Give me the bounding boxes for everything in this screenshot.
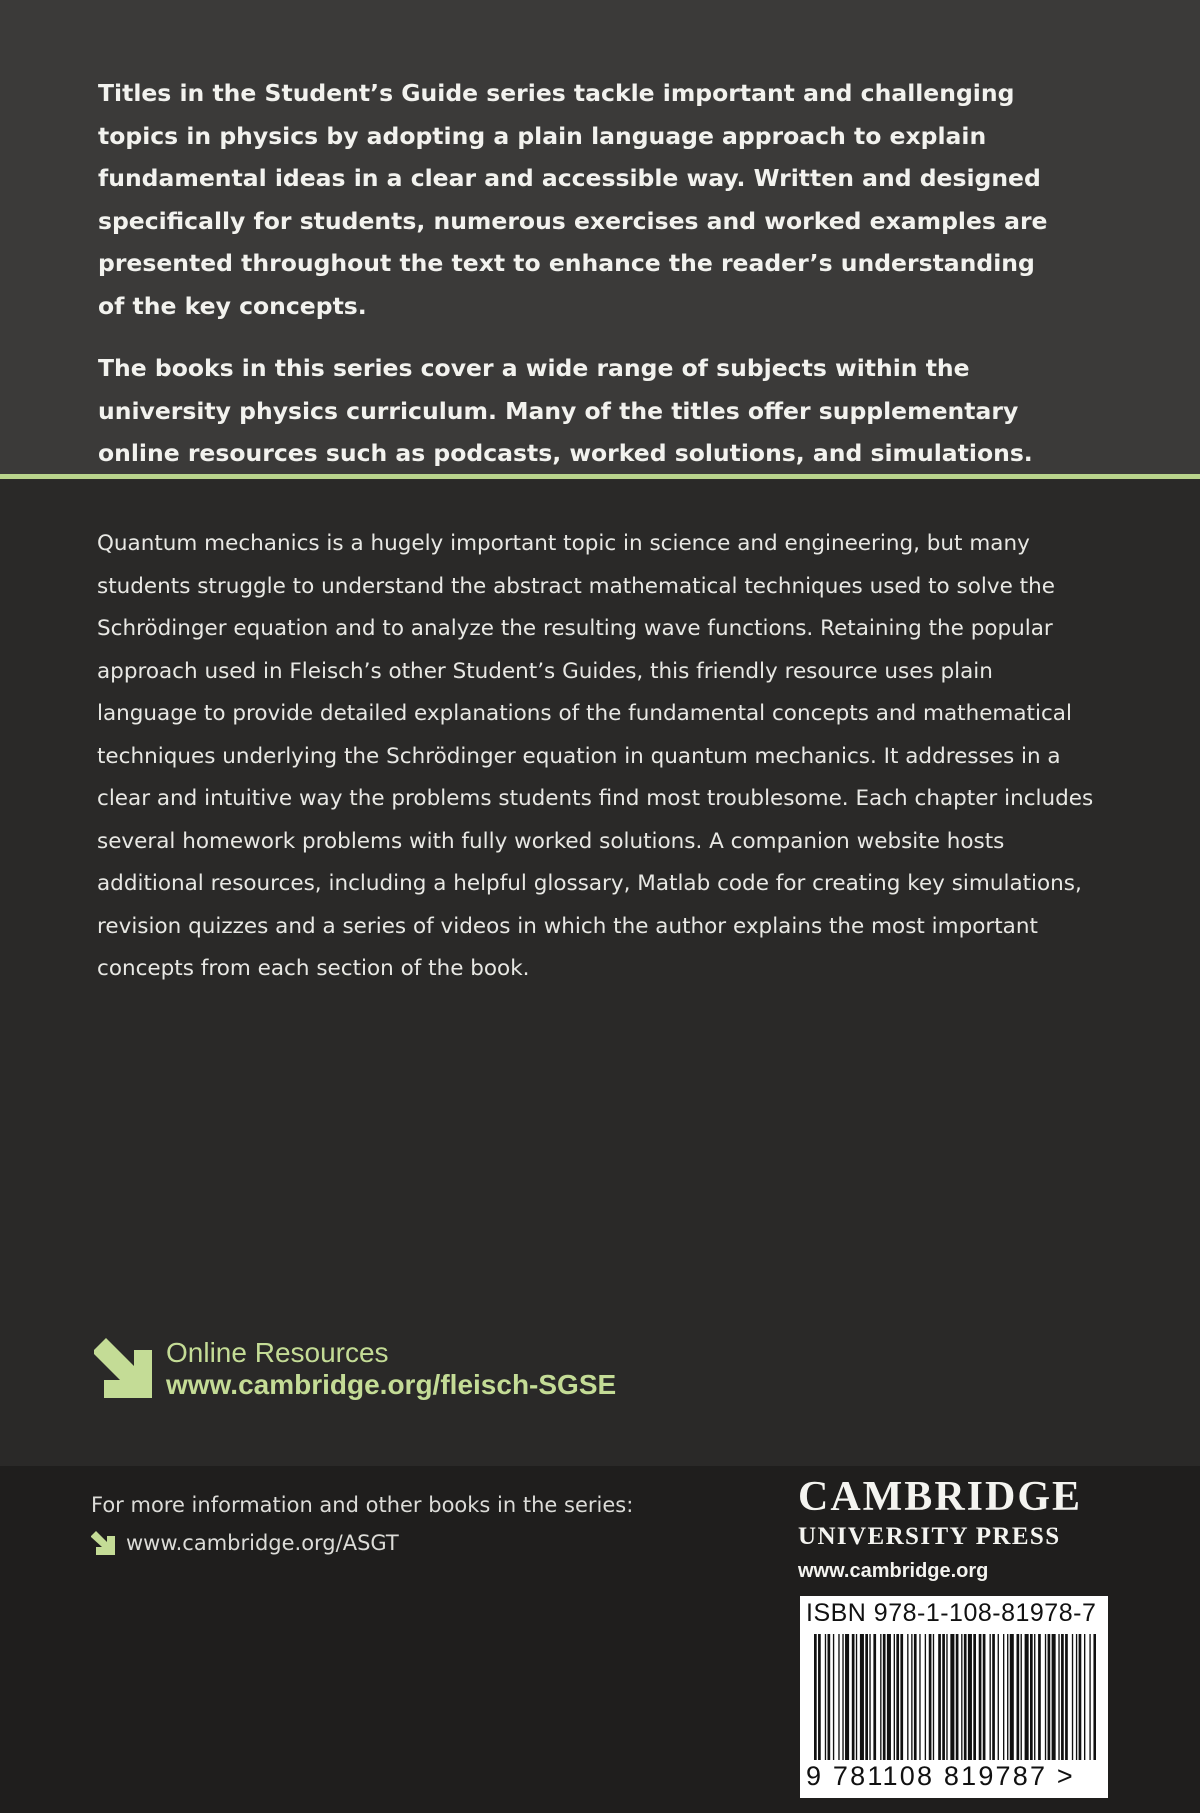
barcode-bar [1030,1634,1033,1760]
online-resources[interactable] [94,1336,734,1404]
barcode-bar [814,1634,817,1760]
barcode-bar [1052,1634,1056,1760]
publisher-logo [798,1472,1108,1586]
barcode-bar [983,1634,986,1760]
publisher-website[interactable]: www.cambridge.org [798,1560,989,1582]
barcode-bar [946,1634,947,1760]
barcode-bar [900,1634,903,1760]
barcode-bar [1089,1634,1090,1760]
barcode-bar [1048,1634,1051,1760]
barcode-bar [828,1634,831,1760]
series-blurb-paragraph-1: Titles in the Student’s Guide series tackle important and challenging topics in physics by adopting a plain language approach to explain fundamental ideas in a clear and accessible way. Written and designed specifically for students, numerous exercises and worked examples are presented throughout the text to enhance the reader’s understanding of the key concepts. [98,79,1048,320]
online-resources-label: Online Resources [166,1337,389,1368]
barcode-bar [1025,1634,1029,1760]
publisher-name: CAMBRIDGE [798,1474,1083,1520]
barcode-bar [942,1634,945,1760]
barcode-bar [865,1634,868,1760]
barcode-bar [956,1634,959,1760]
barcode-bar [1058,1634,1059,1760]
series-url-link[interactable]: www.cambridge.org/ASGT [126,1531,399,1555]
barcode-digits: 9 781108 819787 > [806,1761,1075,1791]
barcode-bar [961,1634,962,1760]
barcode-bar [1045,1634,1046,1760]
more-info-text: For more information and other books in the series: [91,1493,634,1517]
barcode-bar [929,1634,932,1760]
barcode-bar [838,1634,839,1760]
barcode-bar [894,1634,895,1760]
barcode-bar [1079,1634,1082,1760]
barcode-bar [856,1634,857,1760]
barcode-bars [812,1634,1096,1760]
barcode-bar [950,1634,954,1760]
barcode-bar [911,1634,912,1760]
barcode-bar [883,1634,886,1760]
barcode-bar [968,1634,972,1760]
barcode-bar [1076,1634,1077,1760]
barcode-bar [833,1634,834,1760]
barcode-bar [1017,1634,1020,1760]
barcode-bar [1061,1634,1064,1760]
barcode-bar [842,1634,843,1760]
barcode-bar [979,1634,982,1760]
isbn-barcode [800,1596,1108,1798]
barcode-bar [1021,1634,1022,1760]
barcode-bar [860,1634,864,1760]
barcode-bar [1084,1634,1085,1760]
isbn-label: ISBN 978-1-108-81978-7 [806,1599,1097,1627]
book-description: Quantum mechanics is a hugely important topic in science and engineering, but many students struggle to understand the abstract mathematical techniques used to solve the Schrödinger equation and to analyze the resulting wave functions. Retaining the popular approach used in Fleisch’s other Student’s Guides, this friendly resource uses plain language to provide detailed explanations of the fundamental concepts and mathematical techniques underlying the Schrödinger equation in quantum mechanics. It addresses in a clear and intuitive way the problems students find most troublesome. Each chapter includes several homework problems with fully worked solutions. A companion website hosts additional resources, including a helpful glossary, Matlab code for creating key simulations, revision quizzes and a series of videos in which the author explains the most important concepts from each section of the book. [97,531,1094,981]
barcode-bar [919,1634,920,1760]
barcode-bar [845,1634,849,1760]
barcode-bar [925,1634,926,1760]
barcode-bar [1007,1634,1008,1760]
arrow-down-right-icon [91,1531,115,1555]
barcode-bar [896,1634,899,1760]
barcode-bar [873,1634,876,1760]
barcode-bar [825,1634,826,1760]
publisher-press: UNIVERSITY PRESS [798,1523,1061,1550]
barcode-bar [914,1634,917,1760]
barcode-bar [1003,1634,1004,1760]
barcode-bar [1093,1634,1096,1760]
barcode-bar [907,1634,908,1760]
barcode-bar [992,1634,995,1760]
barcode-bar [1065,1634,1068,1760]
barcode-bar [964,1634,967,1760]
barcode-bar [938,1634,941,1760]
barcode-bar [818,1634,821,1760]
barcode-bar [990,1634,991,1760]
online-resources-url[interactable]: www.cambridge.org/fleisch-SGSE [166,1369,617,1400]
barcode-bar [887,1634,891,1760]
barcode-bar [1038,1634,1041,1760]
series-blurb [98,72,1058,495]
barcode-bar [880,1634,881,1760]
arrow-down-right-icon [94,1338,152,1398]
barcode-bar [973,1634,976,1760]
barcode-bar [1072,1634,1073,1760]
barcode-bar [852,1634,855,1760]
barcode-bar [869,1634,870,1760]
barcode-bar [1034,1634,1035,1760]
barcode-bar [933,1634,934,1760]
barcode-bar [1010,1634,1014,1760]
barcode-bar [998,1634,999,1760]
series-blurb-paragraph-2: The books in this series cover a wide range of subjects within the university physics curriculum. Many of the titles offer supplementary online resources such as podcasts, worked solutions, and simulations. [98,354,1033,467]
